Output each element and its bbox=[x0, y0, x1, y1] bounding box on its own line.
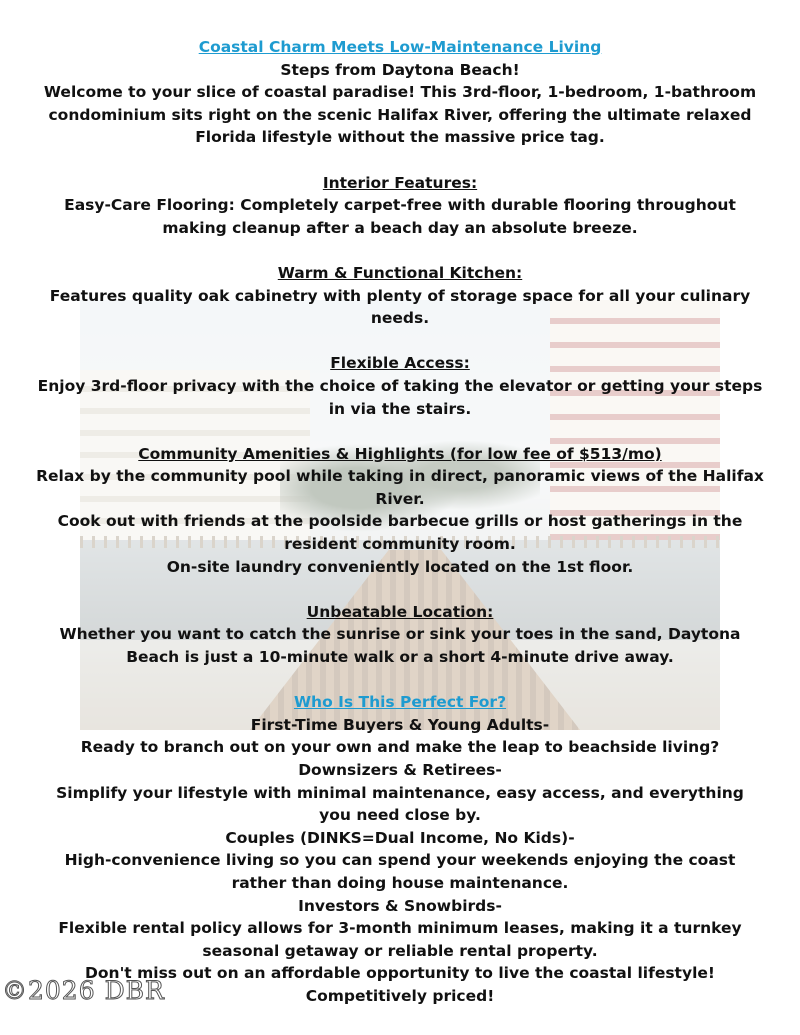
amenities-line: Cook out with friends at the poolside barbecue grills or host gatherings in the bbox=[57, 512, 743, 531]
perfect-for-line: seasonal getaway or reliable rental property. bbox=[202, 941, 598, 960]
closing-line: Competitively priced! bbox=[305, 986, 495, 1005]
spacer bbox=[0, 669, 800, 692]
listing-document bbox=[0, 36, 800, 1008]
doc-subtitle: Steps from Daytona Beach! bbox=[280, 60, 520, 79]
perfect-for-line: Simplify your lifestyle with minimal maintenance, easy access, and everything bbox=[56, 783, 744, 802]
interior-line: Easy-Care Flooring: Completely carpet-free with durable flooring throughout bbox=[64, 196, 736, 215]
perfect-for-line: First-Time Buyers & Young Adults- bbox=[250, 715, 550, 734]
amenities-line: resident community room. bbox=[284, 535, 516, 554]
access-line: in via the stairs. bbox=[328, 399, 472, 418]
spacer bbox=[0, 149, 800, 172]
perfect-for-line: rather than doing house maintenance. bbox=[231, 873, 569, 892]
doc-title: Coastal Charm Meets Low-Maintenance Living bbox=[198, 38, 602, 56]
perfect-for-line: Flexible rental policy allows for 3-month minimum leases, making it a turnkey bbox=[58, 919, 742, 938]
access-line: Enjoy 3rd-floor privacy with the choice of taking the elevator or getting your steps bbox=[37, 376, 763, 395]
kitchen-heading: Warm & Functional Kitchen: bbox=[277, 263, 523, 282]
perfect-for-line: Investors & Snowbirds- bbox=[298, 896, 502, 915]
perfect-for-line: Downsizers & Retirees- bbox=[298, 761, 502, 779]
location-heading: Unbeatable Location: bbox=[306, 602, 494, 621]
intro-line: Welcome to your slice of coastal paradise! This 3rd-floor, 1-bedroom, 1-bathroom bbox=[43, 83, 757, 102]
location-line: Beach is just a 10-minute walk or a short 4-minute drive away. bbox=[126, 648, 674, 667]
copyright-watermark: ©2026 DBR bbox=[2, 976, 165, 1005]
spacer bbox=[0, 420, 800, 443]
amenities-line: River. bbox=[375, 489, 425, 508]
perfect-for-line: Ready to branch out on your own and make the leap to beachside living? bbox=[80, 738, 720, 757]
closing-line: Don't miss out on an affordable opportunity to live the coastal lifestyle! bbox=[85, 964, 715, 983]
spacer bbox=[0, 330, 800, 353]
perfect-for-line: you need close by. bbox=[319, 806, 481, 825]
location-line: Whether you want to catch the sunrise or sink your toes in the sand, Daytona bbox=[59, 625, 741, 644]
perfect-for-heading: Who Is This Perfect For? bbox=[293, 693, 507, 712]
amenities-line: Relax by the community pool while taking in direct, panoramic views of the Halifax bbox=[36, 467, 764, 486]
amenities-heading: Community Amenities & Highlights (for low fee of $513/mo) bbox=[138, 444, 662, 463]
kitchen-line: Features quality oak cabinetry with plenty of storage space for all your culinary bbox=[49, 286, 751, 305]
spacer bbox=[0, 239, 800, 262]
amenities-line: On-site laundry conveniently located on the 1st floor. bbox=[166, 557, 634, 576]
interior-line: making cleanup after a beach day an absolute breeze. bbox=[162, 218, 638, 237]
perfect-for-line: Couples (DINKS=Dual Income, No Kids)- bbox=[225, 828, 575, 847]
spacer bbox=[0, 578, 800, 601]
intro-line: condominium sits right on the scenic Halifax River, offering the ultimate relaxed bbox=[48, 105, 752, 124]
intro-line: Florida lifestyle without the massive price tag. bbox=[195, 128, 605, 147]
access-heading: Flexible Access: bbox=[330, 354, 470, 373]
kitchen-line: needs. bbox=[370, 309, 430, 328]
perfect-for-line: High-convenience living so you can spend your weekends enjoying the coast bbox=[64, 851, 736, 870]
interior-heading: Interior Features: bbox=[322, 173, 478, 192]
